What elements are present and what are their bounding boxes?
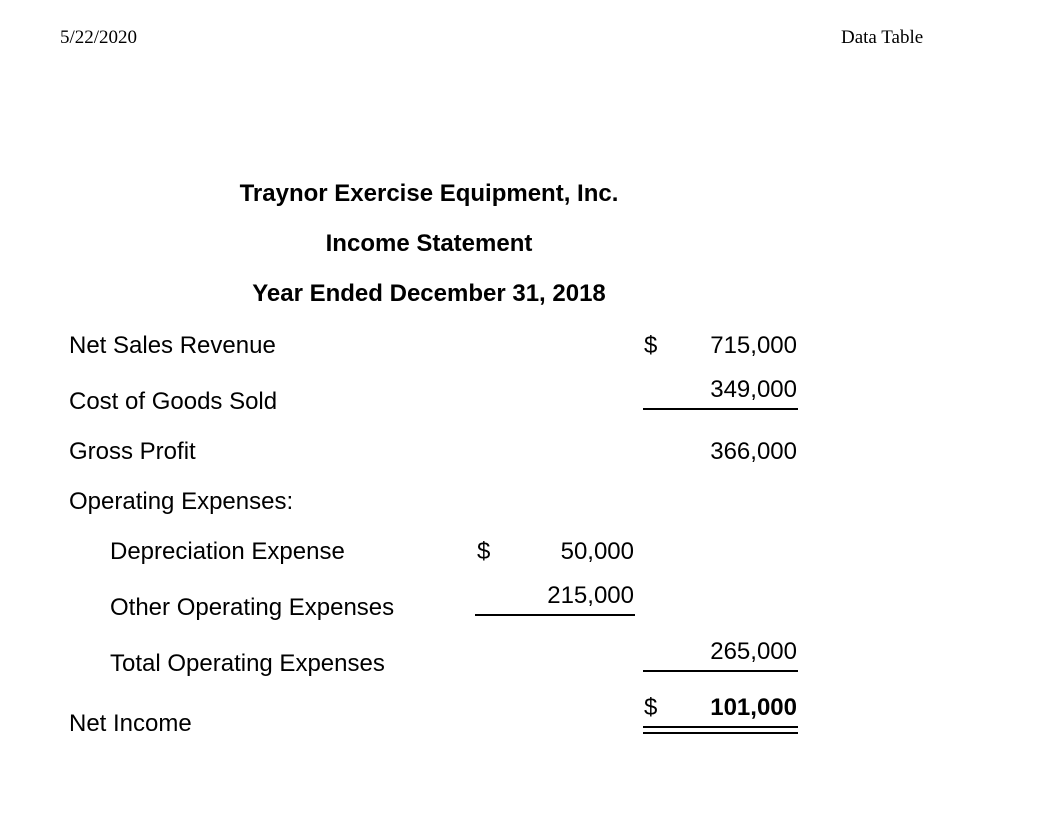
- net-income-amount: 101,000: [710, 694, 797, 721]
- net-income-label: Net Income: [69, 710, 192, 737]
- net-sales-revenue-label: Net Sales Revenue: [69, 332, 276, 359]
- gross-profit-amount: 366,000: [710, 438, 797, 465]
- depreciation-expense-label: Depreciation Expense: [110, 538, 345, 565]
- cost-of-goods-sold-label: Cost of Goods Sold: [69, 388, 278, 415]
- total-underline: [643, 670, 798, 672]
- print-date: 5/22/2020: [60, 27, 138, 48]
- operating-expenses-heading: Operating Expenses:: [69, 488, 294, 515]
- statement-period: Year Ended December 31, 2018: [252, 280, 606, 307]
- other-operating-expenses-amount: 215,000: [547, 582, 634, 609]
- depreciation-expense-amount: 50,000: [560, 538, 634, 565]
- depreciation-expense-dollar: $: [477, 538, 491, 565]
- net-sales-revenue-dollar: $: [644, 332, 658, 359]
- total-operating-expenses-amount: 265,000: [710, 638, 797, 665]
- total-operating-expenses-label: Total Operating Expenses: [110, 650, 385, 677]
- gross-profit-label: Gross Profit: [69, 438, 196, 465]
- page-title: Data Table: [841, 27, 924, 48]
- net-income-dollar: $: [644, 694, 658, 721]
- statement-name: Income Statement: [325, 230, 533, 257]
- net-sales-revenue-amount: 715,000: [710, 332, 797, 359]
- double-underline-top: [643, 726, 798, 728]
- expense-subtotal-underline: [475, 614, 635, 616]
- cost-of-goods-sold-amount: 349,000: [710, 376, 797, 403]
- other-operating-expenses-label: Other Operating Expenses: [110, 594, 395, 621]
- company-name: Traynor Exercise Equipment, Inc.: [239, 180, 619, 207]
- subtotal-underline: [643, 408, 798, 410]
- double-underline-bottom: [643, 732, 798, 734]
